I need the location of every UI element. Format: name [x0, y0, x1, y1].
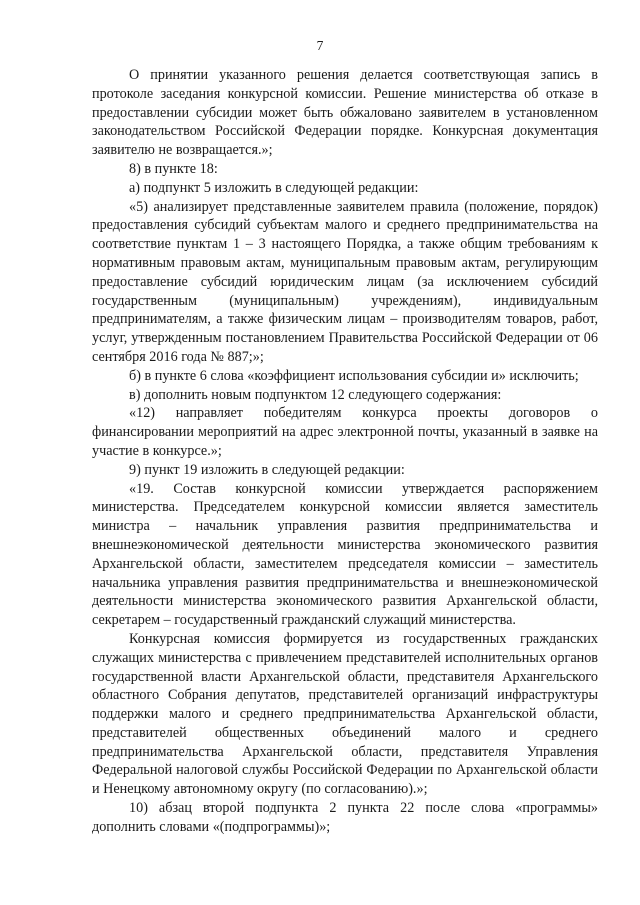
- paragraph: 10) абзац второй подпункта 2 пункта 22 после слова «программы» дополнить словами «(подпрограммы)»;: [92, 800, 598, 835]
- paragraph: «5) анализирует представленные заявителем правила (положение, порядок) предоставления субсидий субъектам малого и среднего предпринимательства на соответствие пунктам 1 – 3 настоящего Порядка, а также общим требованиям к нормативным правовым актам, муниципальным правовым актам, регулирующим предоставление субсидий юридическим лицам (за исключением субсидий государственным (муниципальным) учреждениям), индивидуальным предпринимателям, а также физическим лицам – производителям товаров, работ, услуг, утвержденным постановлением Правительства Российской Федерации от 06 сентября 2016 года № 887;»;: [92, 198, 598, 365]
- paragraph: «12) направляет победителям конкурса проекты договоров о финансировании мероприятий на адрес электронной почты, указанный в заявке на участие в конкурсе.»;: [92, 405, 598, 459]
- paragraph: О принятии указанного решения делается соответствующая запись в протоколе заседания конкурсной комиссии. Решение министерства об отказе в предоставлении субсидии может быть обжаловано заявителем в установленном законодательством Российской Федерации порядке. Конкурсная документация заявителю не возвращается.»;: [92, 67, 598, 159]
- paragraph: 8) в пункте 18:: [129, 160, 218, 177]
- paragraph: 9) пункт 19 изложить в следующей редакции:: [129, 461, 405, 478]
- paragraph: в) дополнить новым подпунктом 12 следующего содержания:: [129, 386, 502, 403]
- document-body: [92, 66, 598, 837]
- paragraph: б) в пункте 6 слова «коэффициент использования субсидии и» исключить;: [129, 367, 579, 384]
- paragraph: Конкурсная комиссия формируется из государственных гражданских служащих министерства с привлечением представителей исполнительных органов государственной власти Архангельской области, представителя Архангельского областного Собрания депутатов, представителей организаций инфраструктуры поддержки малого и среднего предпринимательства Архангельской области, представителей общественных объединений малого и среднего предпринимательства Архангельской области, представителя Управления Федеральной налоговой службы Российской Федерации по Архангельской области и Ненецкому автономному округу (по согласованию).»;: [92, 630, 598, 798]
- page-number: 7: [316, 38, 324, 53]
- paragraph: а) подпункт 5 изложить в следующей редакции:: [129, 179, 419, 196]
- paragraph: «19. Состав конкурсной комиссии утверждается распоряжением министерства. Председателем конкурсной комиссии является заместитель министра – начальник управления развития предпринимательства и внешнеэкономической деятельности министерства экономического развития Архангельской области, заместителем председателя комиссии – заместитель начальника управления развития предпринимательства и внешнеэкономической деятельности министерства экономического развития Архангельской области, секретарем – государственный гражданский служащий министерства.: [92, 480, 598, 629]
